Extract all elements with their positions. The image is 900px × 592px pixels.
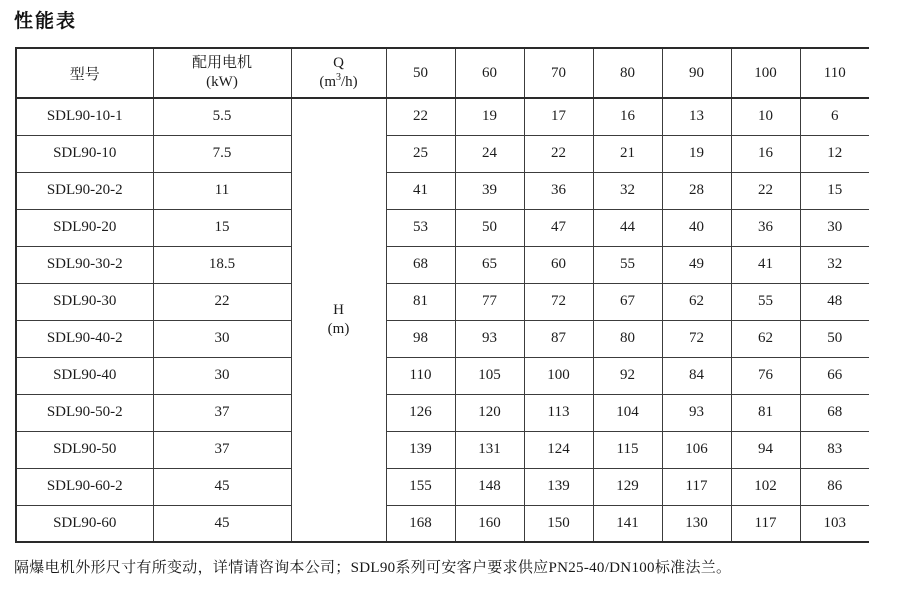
head-value-cell: 16 (731, 135, 800, 172)
head-value-cell: 50 (800, 320, 869, 357)
header-flow-110: 110 (800, 48, 869, 98)
head-value-cell: 148 (455, 468, 524, 505)
head-value-cell: 68 (800, 394, 869, 431)
power-cell: 22 (153, 283, 291, 320)
table-row (16, 283, 869, 320)
head-value-cell: 39 (455, 172, 524, 209)
table-row (16, 98, 869, 135)
header-flow-70: 70 (524, 48, 593, 98)
head-value-cell: 49 (662, 246, 731, 283)
head-value-cell: 28 (662, 172, 731, 209)
power-cell: 7.5 (153, 135, 291, 172)
head-value-cell: 16 (593, 98, 662, 135)
q-unit (292, 73, 386, 92)
header-flow-60: 60 (455, 48, 524, 98)
head-value-cell: 113 (524, 394, 593, 431)
head-value-cell: 115 (593, 431, 662, 468)
header-flow-q (291, 48, 386, 98)
header-motor-line2: (kW) (206, 74, 238, 90)
head-value-cell: 22 (524, 135, 593, 172)
head-value-cell: 98 (386, 320, 455, 357)
head-value-cell: 131 (455, 431, 524, 468)
table-body (16, 98, 869, 542)
head-value-cell: 62 (662, 283, 731, 320)
model-cell: SDL90-60-2 (16, 468, 153, 505)
model-cell: SDL90-10-1 (16, 98, 153, 135)
power-cell: 18.5 (153, 246, 291, 283)
power-cell: 37 (153, 394, 291, 431)
power-cell: 5.5 (153, 98, 291, 135)
head-value-cell: 76 (731, 357, 800, 394)
h-unit: (m) (327, 321, 350, 337)
head-value-cell: 24 (455, 135, 524, 172)
head-value-cell: 10 (731, 98, 800, 135)
power-cell: 37 (153, 431, 291, 468)
table-row (16, 394, 869, 431)
head-value-cell: 160 (455, 505, 524, 542)
head-value-cell: 36 (524, 172, 593, 209)
head-value-cell: 86 (800, 468, 869, 505)
head-value-cell: 117 (662, 468, 731, 505)
head-value-cell: 44 (593, 209, 662, 246)
q-symbol: Q (333, 55, 344, 72)
head-value-cell: 93 (662, 394, 731, 431)
head-value-cell: 15 (800, 172, 869, 209)
head-value-cell: 22 (731, 172, 800, 209)
model-cell: SDL90-20-2 (16, 172, 153, 209)
header-flow-90: 90 (662, 48, 731, 98)
head-value-cell: 30 (800, 209, 869, 246)
head-value-cell: 150 (524, 505, 593, 542)
head-value-cell: 36 (731, 209, 800, 246)
head-value-cell: 19 (455, 98, 524, 135)
head-value-cell: 55 (731, 283, 800, 320)
q-unit-sup: 3 (336, 72, 341, 83)
head-value-cell: 104 (593, 394, 662, 431)
head-value-cell: 117 (731, 505, 800, 542)
head-value-cell: 139 (524, 468, 593, 505)
head-value-cell: 53 (386, 209, 455, 246)
head-value-cell: 83 (800, 431, 869, 468)
head-value-cell: 92 (593, 357, 662, 394)
table-header (16, 48, 869, 98)
head-value-cell: 126 (386, 394, 455, 431)
q-unit-open: (m (319, 74, 336, 90)
table-row (16, 172, 869, 209)
head-value-cell: 106 (662, 431, 731, 468)
model-cell: SDL90-30 (16, 283, 153, 320)
head-value-cell: 17 (524, 98, 593, 135)
head-value-cell: 62 (731, 320, 800, 357)
table-row (16, 431, 869, 468)
head-value-cell: 32 (593, 172, 662, 209)
table-row (16, 135, 869, 172)
head-value-cell: 21 (593, 135, 662, 172)
head-value-cell: 25 (386, 135, 455, 172)
head-value-cell: 93 (455, 320, 524, 357)
page-title: 性能表 (14, 11, 78, 32)
model-cell: SDL90-50 (16, 431, 153, 468)
header-motor-line1: 配用电机 (191, 55, 252, 72)
head-value-cell: 65 (455, 246, 524, 283)
head-value-cell: 110 (386, 357, 455, 394)
head-value-cell: 139 (386, 431, 455, 468)
head-value-cell: 47 (524, 209, 593, 246)
head-value-cell: 72 (662, 320, 731, 357)
head-value-cell: 67 (593, 283, 662, 320)
head-value-cell: 84 (662, 357, 731, 394)
head-value-cell: 168 (386, 505, 455, 542)
head-value-cell: 50 (455, 209, 524, 246)
model-cell: SDL90-10 (16, 135, 153, 172)
header-flow-50: 50 (386, 48, 455, 98)
model-cell: SDL90-60 (16, 505, 153, 542)
power-cell: 11 (153, 172, 291, 209)
head-value-cell: 12 (800, 135, 869, 172)
model-cell: SDL90-40-2 (16, 320, 153, 357)
head-value-cell: 13 (662, 98, 731, 135)
head-value-cell: 81 (731, 394, 800, 431)
head-unit-cell (291, 98, 386, 542)
model-cell: SDL90-20 (16, 209, 153, 246)
head-value-cell: 130 (662, 505, 731, 542)
head-value-cell: 68 (386, 246, 455, 283)
head-value-cell: 87 (524, 320, 593, 357)
head-value-cell: 103 (800, 505, 869, 542)
header-row (16, 48, 869, 98)
head-value-cell: 32 (800, 246, 869, 283)
h-symbol: H (333, 302, 344, 319)
head-value-cell: 72 (524, 283, 593, 320)
header-model: 型号 (16, 48, 153, 98)
model-cell: SDL90-40 (16, 357, 153, 394)
head-value-cell: 55 (593, 246, 662, 283)
head-value-cell: 100 (524, 357, 593, 394)
head-value-cell: 66 (800, 357, 869, 394)
q-unit-close: /h) (341, 74, 358, 90)
power-cell: 45 (153, 468, 291, 505)
head-value-cell: 6 (800, 98, 869, 135)
head-value-cell: 48 (800, 283, 869, 320)
head-value-cell: 77 (455, 283, 524, 320)
model-cell: SDL90-30-2 (16, 246, 153, 283)
table-row (16, 468, 869, 505)
power-cell: 45 (153, 505, 291, 542)
performance-table (15, 47, 869, 543)
head-value-cell: 102 (731, 468, 800, 505)
power-cell: 30 (153, 357, 291, 394)
table-row (16, 209, 869, 246)
head-value-cell: 22 (386, 98, 455, 135)
head-value-cell: 41 (386, 172, 455, 209)
head-value-cell: 124 (524, 431, 593, 468)
header-flow-100: 100 (731, 48, 800, 98)
power-cell: 30 (153, 320, 291, 357)
table-row (16, 320, 869, 357)
model-cell: SDL90-50-2 (16, 394, 153, 431)
head-value-cell: 155 (386, 468, 455, 505)
head-value-cell: 94 (731, 431, 800, 468)
head-value-cell: 60 (524, 246, 593, 283)
head-value-cell: 105 (455, 357, 524, 394)
head-value-cell: 80 (593, 320, 662, 357)
table-row (16, 357, 869, 394)
head-value-cell: 19 (662, 135, 731, 172)
head-value-cell: 40 (662, 209, 731, 246)
table-row (16, 246, 869, 283)
head-value-cell: 120 (455, 394, 524, 431)
head-value-cell: 141 (593, 505, 662, 542)
header-motor (153, 48, 291, 98)
table-row (16, 505, 869, 542)
head-value-cell: 81 (386, 283, 455, 320)
head-value-cell: 41 (731, 246, 800, 283)
footer-note: 隔爆电机外形尺寸有所变动，详情请咨询本公司；SDL90系列可安客户要求供应PN25-40/DN100标准法兰。 (14, 560, 732, 576)
head-value-cell: 129 (593, 468, 662, 505)
power-cell: 15 (153, 209, 291, 246)
header-flow-80: 80 (593, 48, 662, 98)
